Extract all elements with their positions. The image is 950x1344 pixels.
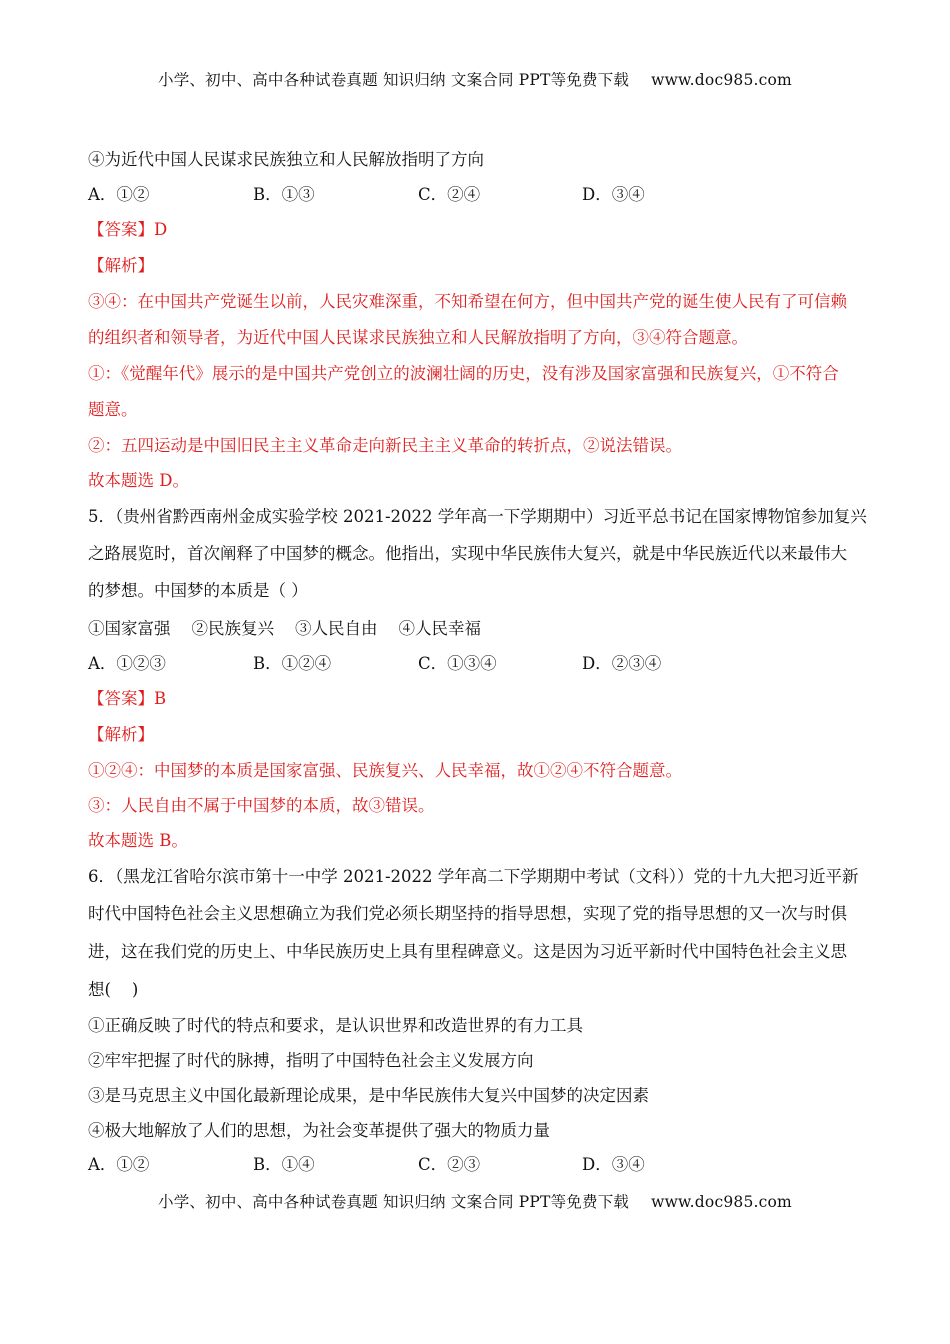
q6-option-b: B．①④: [253, 1155, 315, 1174]
q5-answer-tag: 【答案】: [88, 689, 154, 708]
q6-option-a: A．①②: [88, 1155, 150, 1174]
q4-analysis-line: 的组织者和领导者，为近代中国人民谋求民族独立和人民解放指明了方向，③④符合题意。: [88, 328, 748, 347]
q4-option-b: B．①③: [253, 185, 315, 204]
q4-option-c: C．②④: [418, 185, 481, 204]
q6-item: ③是马克思主义中国化最新理论成果，是中华民族伟大复兴中国梦的决定因素: [88, 1086, 649, 1105]
q4-option-a: A．①②: [88, 185, 150, 204]
footer-text: 小学、初中、高中各种试卷真题 知识归纳 文案合同 PPT等免费下载: [158, 1193, 630, 1211]
q6-option-c: C．②③: [418, 1155, 481, 1174]
q5-option-d: D．②③④: [582, 654, 662, 673]
q5-option-c: C．①③④: [418, 654, 497, 673]
q5-analysis-line: ①②④：中国梦的本质是国家富强、民族复兴、人民幸福，故①②④不符合题意。: [88, 761, 682, 780]
q5-answer-value: B: [154, 689, 167, 708]
q6-stem-line: 6．（黑龙江省哈尔滨市第十一中学 2021-2022 学年高二下学期期中考试（文科））党的十九大把习近平新: [88, 867, 859, 886]
q4-answer: [88, 216, 167, 240]
q5-option-b: B．①②④: [253, 654, 332, 673]
page-header: [0, 68, 950, 90]
q5-stem-line: 之路展览时，首次阐释了中国梦的概念。他指出，实现中华民族伟大复兴，就是中华民族近代以来最伟大: [88, 544, 847, 563]
q4-option-d: D．③④: [582, 185, 645, 204]
q5-answer: [88, 685, 166, 709]
q6-stem-line: 时代中国特色社会主义思想确立为我们党必须长期坚持的指导思想，实现了党的指导思想的又一次与时俱: [88, 904, 847, 923]
q6-item: ②牢牢把握了时代的脉搏，指明了中国特色社会主义发展方向: [88, 1051, 534, 1070]
q5-analysis-tag: 【解析】: [88, 725, 154, 744]
q5-stem-line: 5．（贵州省黔西南州金成实验学校 2021-2022 学年高一下学期期中）习近平总书记在国家博物馆参加复兴: [88, 507, 867, 526]
q6-item: ④极大地解放了人们的思想，为社会变革提供了强大的物质力量: [88, 1121, 550, 1140]
q5-analysis-line: ③：人民自由不属于中国梦的本质，故③错误。: [88, 796, 435, 815]
q5-items: ①国家富强 ②民族复兴 ③人民自由 ④人民幸福: [88, 619, 481, 638]
q4-item-4: ④为近代中国人民谋求民族独立和人民解放指明了方向: [88, 150, 484, 169]
q6-stem-line: 进，这在我们党的历史上、中华民族历史上具有里程碑意义。这是因为习近平新时代中国特色社会主义思: [88, 942, 847, 961]
q4-analysis-line: ①：《觉醒年代》展示的是中国共产党创立的波澜壮阔的历史，没有涉及国家富强和民族复兴，①不符合: [88, 364, 839, 383]
q4-analysis-line: 题意。: [88, 400, 138, 419]
q5-conclusion: 故本题选 B。: [88, 831, 188, 850]
header-text: 小学、初中、高中各种试卷真题 知识归纳 文案合同 PPT等免费下载: [158, 71, 630, 89]
q4-answer-value: D: [154, 220, 168, 239]
q6-item: ①正确反映了时代的特点和要求，是认识世界和改造世界的有力工具: [88, 1016, 583, 1035]
q4-analysis-tag: 【解析】: [88, 256, 154, 275]
q4-analysis-line: ③④：在中国共产党诞生以前，人民灾难深重，不知希望在何方，但中国共产党的诞生使人民有了可信赖: [88, 292, 847, 311]
footer-site-link[interactable]: www.doc985.com: [651, 1193, 792, 1211]
q5-stem-line: 的梦想。中国梦的本质是（ ）: [88, 581, 308, 600]
q5-option-a: A．①②③: [88, 654, 166, 673]
q4-analysis-line: ②：五四运动是中国旧民主主义革命走向新民主主义革命的转折点，②说法错误。: [88, 436, 682, 455]
header-site-link[interactable]: www.doc985.com: [651, 71, 792, 89]
q6-option-d: D．③④: [582, 1155, 645, 1174]
q4-conclusion: 故本题选 D。: [88, 471, 189, 490]
page-footer: [0, 1190, 950, 1212]
q4-answer-tag: 【答案】: [88, 220, 154, 239]
q6-stem-line: 想( ): [88, 980, 139, 999]
